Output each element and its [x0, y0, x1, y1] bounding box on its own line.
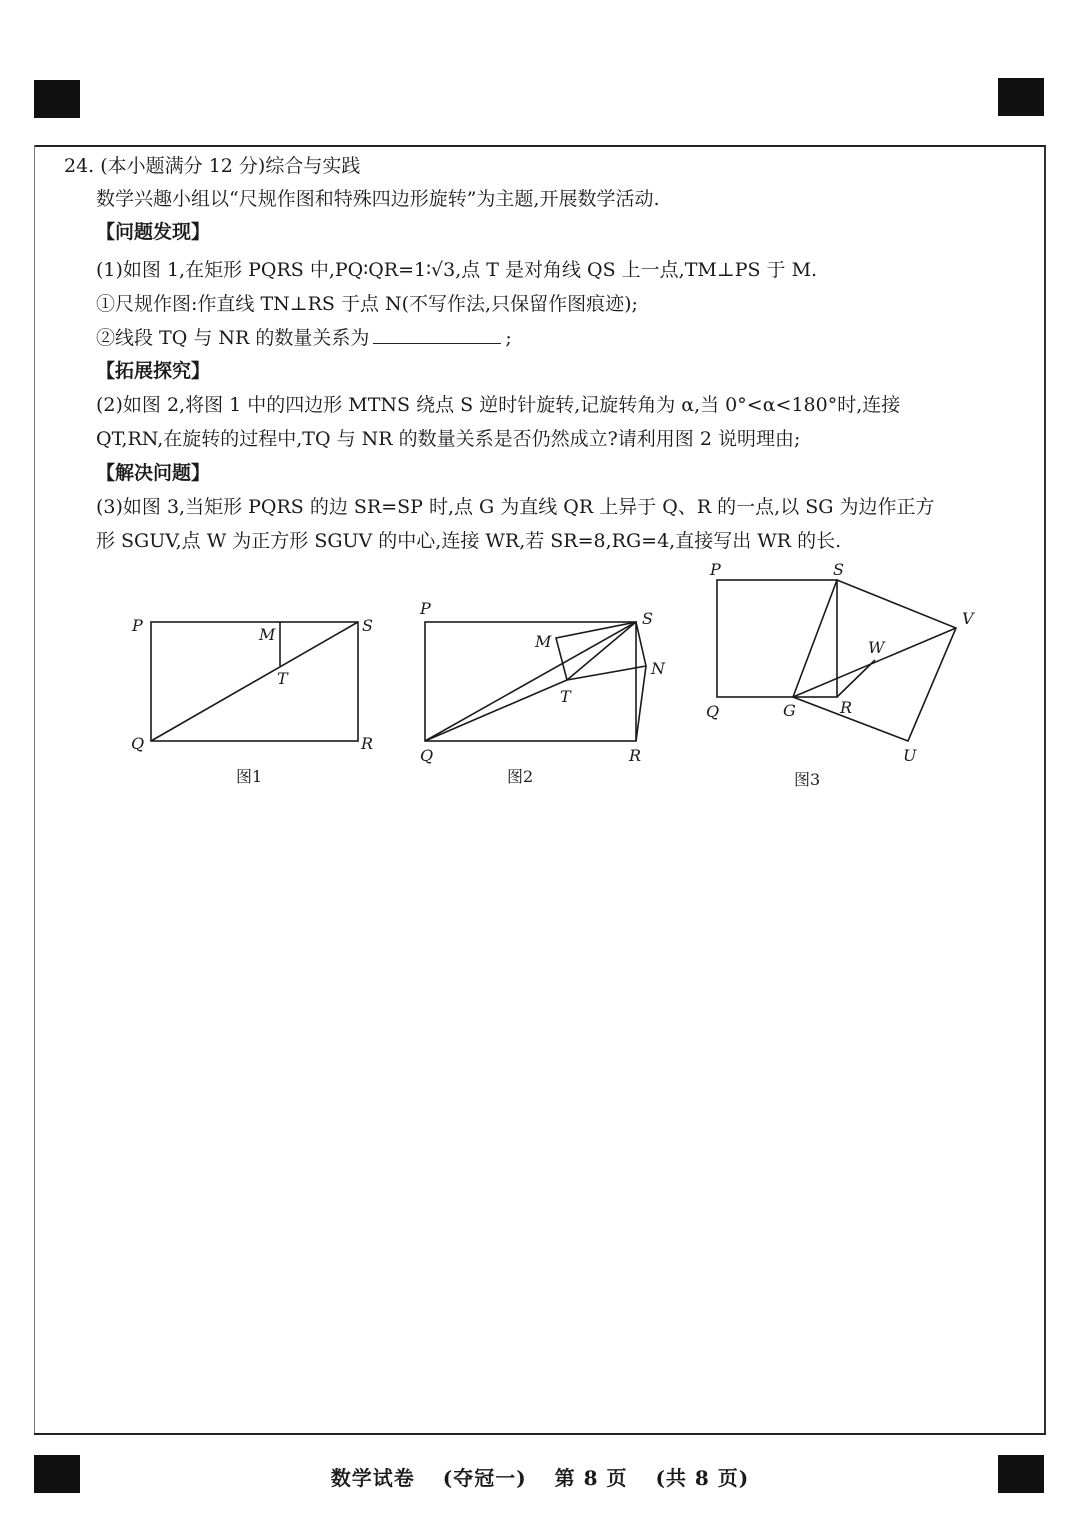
- fig1-diagonal-qs: [151, 622, 358, 741]
- footer-subject: 数学试卷: [330, 1466, 415, 1490]
- part2-line2: QT,RN,在旋转的过程中,TQ 与 NR 的数量关系是否仍然成立?请利用图 2 说明理由;: [96, 428, 801, 450]
- footer-total-pages: (共 8 页): [655, 1466, 750, 1490]
- figures-area: [0, 555, 1080, 800]
- fig2-diagonal-qs: [425, 622, 636, 741]
- figure-3: [717, 580, 956, 741]
- fig2-segment-st: [567, 622, 636, 680]
- page-footer: [0, 1462, 1080, 1491]
- part3-line1: (3)如图 3,当矩形 PQRS 的边 SR=SP 时,点 G 为直线 QR 上异于 Q、R 的一点,以 SG 为边作正方: [96, 496, 935, 518]
- part1-task2: [96, 325, 512, 351]
- fig1-label-m: M: [259, 625, 276, 644]
- fig2-label-n: N: [651, 659, 665, 678]
- fig1-label-s: S: [362, 616, 373, 635]
- fig1-label-t: T: [277, 669, 288, 688]
- part1-task1: ①尺规作图:作直线 TN⊥RS 于点 N(不写作法,只保留作图痕迹);: [96, 293, 638, 315]
- fig3-label-v: V: [962, 609, 974, 628]
- part1-statement: (1)如图 1,在矩形 PQRS 中,PQ∶QR=1∶√3,点 T 是对角线 QS 上一点,TM⊥PS 于 M.: [96, 259, 818, 281]
- fig2-label-r: R: [629, 746, 642, 765]
- registration-mark-top-right: [998, 78, 1044, 116]
- fig3-label-p: P: [710, 560, 721, 579]
- part1-task2-suffix: ;: [505, 327, 512, 349]
- section-problem-solving: 【解决问题】: [96, 462, 211, 484]
- fig3-label-g: G: [783, 701, 796, 720]
- fig3-label-w: W: [868, 638, 885, 657]
- fig1-label-q: Q: [131, 734, 145, 753]
- fig2-label-q: Q: [420, 746, 434, 765]
- footer-edition: (夺冠一): [442, 1466, 527, 1490]
- question-header: 24. (本小题满分 12 分)综合与实践: [64, 155, 361, 177]
- frame-top-border: [34, 145, 1046, 147]
- fig3-label-q: Q: [706, 702, 720, 721]
- part3-line2: 形 SGUV,点 W 为正方形 SGUV 的中心,连接 WR,若 SR=8,RG=4,直接写出 WR 的长.: [96, 530, 842, 552]
- section-extended-exploration: 【拓展探究】: [96, 360, 211, 382]
- fig3-caption: 图3: [794, 770, 821, 789]
- part2-line1: (2)如图 2,将图 1 中的四边形 MTNS 绕点 S 逆时针旋转,记旋转角为 α,当 0°<α<180°时,连接: [96, 394, 901, 416]
- figure-1: [151, 622, 358, 741]
- frame-bottom-border: [34, 1433, 1046, 1435]
- part1-task2-prefix: ②线段 TQ 与 NR 的数量关系为: [96, 327, 370, 349]
- fig3-label-r: R: [840, 698, 853, 717]
- fig1-caption: 图1: [236, 767, 263, 786]
- fig2-label-s: S: [642, 609, 653, 628]
- fig1-label-r: R: [361, 734, 374, 753]
- fig2-label-m: M: [535, 632, 552, 651]
- registration-mark-top-left: [34, 80, 80, 118]
- answer-blank[interactable]: [373, 325, 501, 344]
- fig2-segment-rn: [636, 666, 646, 741]
- fig2-segment-qt: [425, 680, 567, 741]
- fig2-label-t: T: [560, 687, 571, 706]
- fig3-label-s: S: [833, 560, 844, 579]
- fig3-label-u: U: [903, 746, 917, 765]
- fig3-segment-wr: [837, 660, 875, 697]
- fig2-label-p: P: [420, 599, 431, 618]
- section-problem-discovery: 【问题发现】: [96, 221, 211, 243]
- fig2-caption: 图2: [507, 767, 534, 786]
- question-intro: 数学兴趣小组以“尺规作图和特殊四边形旋转”为主题,开展数学活动.: [96, 188, 660, 210]
- fig1-label-p: P: [132, 616, 143, 635]
- fig3-square-pqrs: [717, 580, 837, 697]
- footer-page-number: 第 8 页: [554, 1466, 628, 1490]
